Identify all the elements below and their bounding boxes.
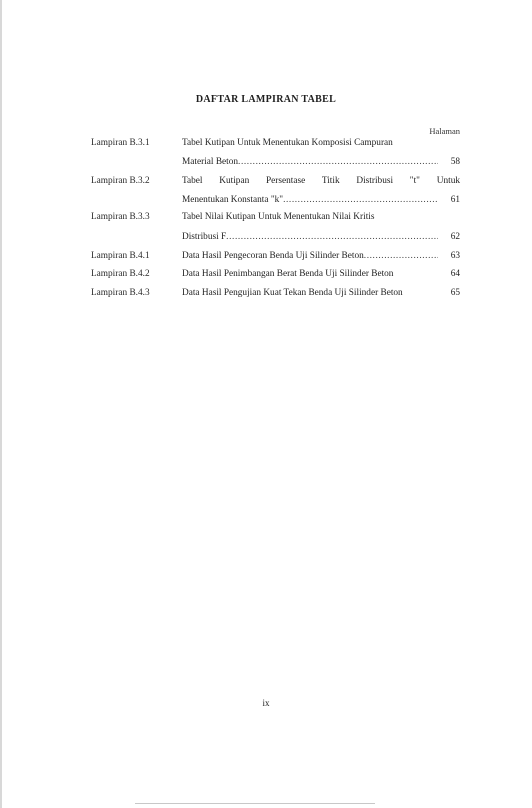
scan-edge-line <box>135 803 375 804</box>
page-column-header: Halaman <box>429 126 460 136</box>
page-number: ix <box>262 698 270 708</box>
entry-page-number: 61 <box>450 195 460 205</box>
dot-leader <box>283 194 438 206</box>
entry-title-line: Tabel Kutipan Persentase Titik Distribusi "t" Untuk <box>182 176 460 186</box>
entry-title-line: Data Hasil Pengecoran Benda Uji Silinder Beton <box>182 251 364 261</box>
entry-page-number: 63 <box>450 251 460 261</box>
entry-page-number: 62 <box>450 232 460 242</box>
entry-leader-line <box>182 194 460 206</box>
entry-leader-line <box>182 231 460 243</box>
entry-title-line: Distribusi F <box>182 232 227 242</box>
entry-label: Lampiran B.4.1 <box>91 251 150 261</box>
entry-label: Lampiran B.4.2 <box>91 269 150 279</box>
entry-title-line: Material Beton <box>182 157 239 167</box>
entry-leader-line <box>182 268 460 280</box>
entry-leader-line <box>182 156 460 168</box>
page-title: DAFTAR LAMPIRAN TABEL <box>195 94 337 105</box>
entry-title-line: Menentukan Konstanta "k" <box>182 195 284 205</box>
dot-leader <box>364 250 438 262</box>
dot-leader <box>226 231 438 243</box>
entry-leader-line <box>182 250 460 262</box>
entry-label: Lampiran B.3.3 <box>91 212 150 222</box>
entry-page-number: 65 <box>450 288 460 298</box>
entry-page-number: 64 <box>450 269 460 279</box>
entry-title-line: Data Hasil Penimbangan Berat Benda Uji Silinder Beton <box>182 269 394 279</box>
entry-leader-line <box>182 287 460 299</box>
scan-edge <box>0 0 2 808</box>
entry-title-line: Tabel Kutipan Untuk Menentukan Komposisi Campuran <box>182 138 393 148</box>
entry-title-line: Data Hasil Pengujian Kuat Tekan Benda Uji Silinder Beton <box>182 288 403 298</box>
entry-label: Lampiran B.3.1 <box>91 138 150 148</box>
dot-leader <box>238 156 438 168</box>
entry-page-number: 58 <box>450 157 460 167</box>
entry-label: Lampiran B.3.2 <box>91 176 150 186</box>
entry-label: Lampiran B.4.3 <box>91 288 150 298</box>
entry-title-line: Tabel Nilai Kutipan Untuk Menentukan Nilai Kritis <box>182 212 375 222</box>
